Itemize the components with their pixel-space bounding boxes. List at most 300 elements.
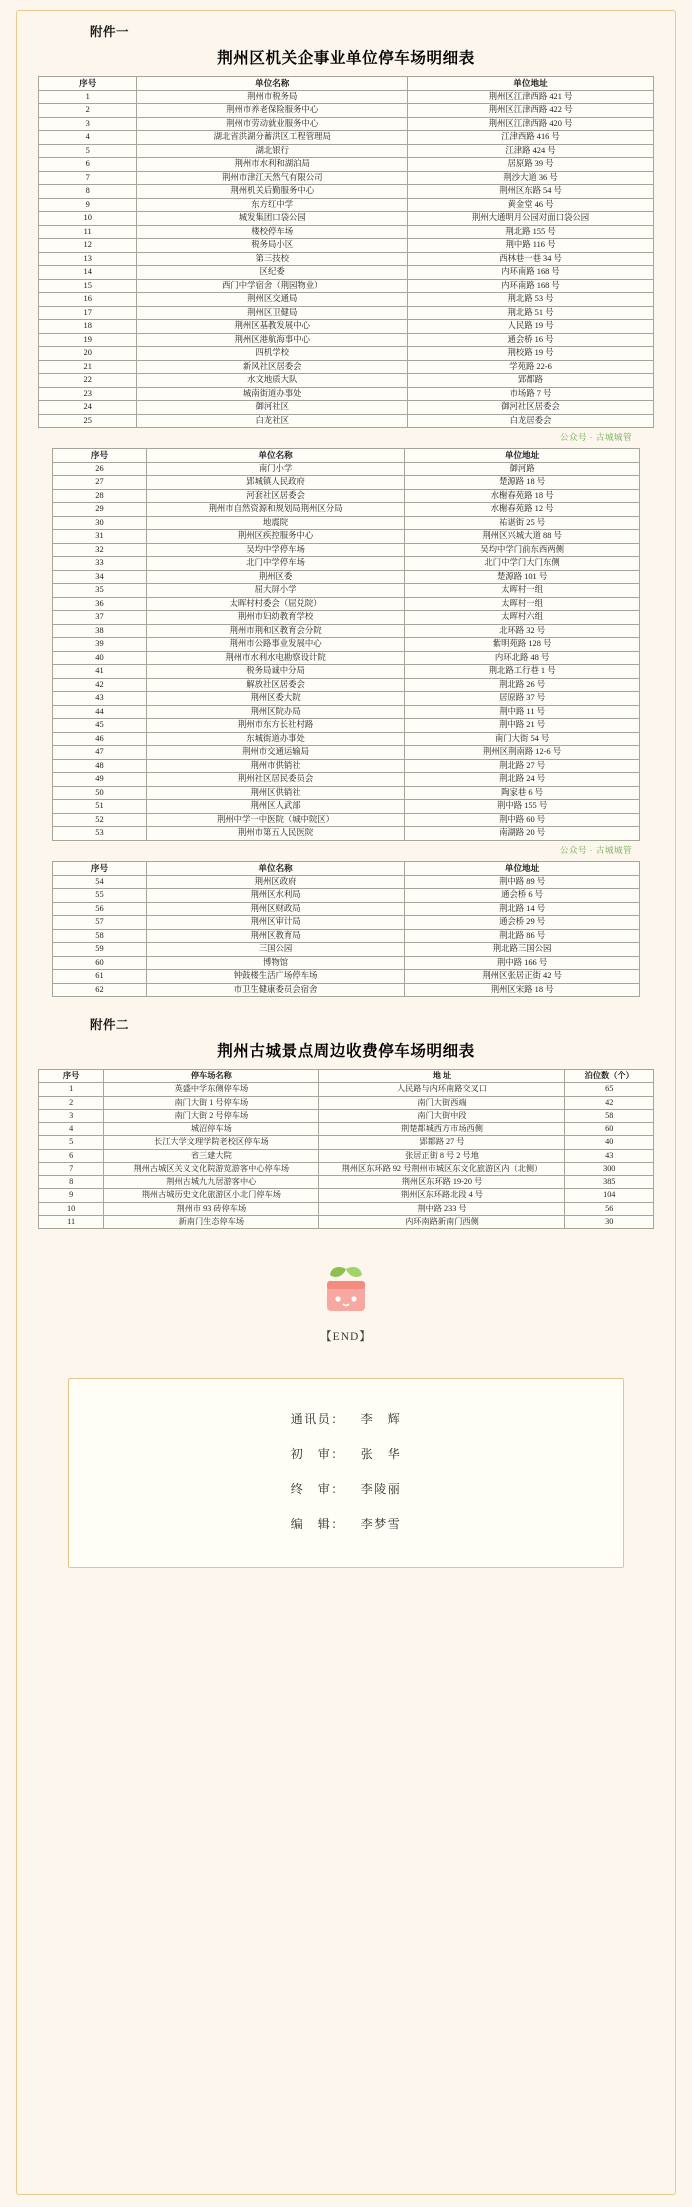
cell-unit-address: 陶家巷 6 号 (405, 786, 640, 800)
cell-index: 8 (39, 185, 137, 199)
cell-unit-name: 荆州区审计局 (146, 916, 404, 930)
attachment1-part3-body (53, 875, 640, 997)
cell-unit-address: 通会桥 29 号 (405, 916, 640, 930)
table-row (53, 773, 640, 787)
cell-spaces: 58 (565, 1109, 654, 1122)
cell-index: 10 (39, 1202, 104, 1215)
table-row (39, 1215, 654, 1228)
table-row (53, 462, 640, 476)
cell-index: 6 (39, 1149, 104, 1162)
table-row (53, 705, 640, 719)
cell-unit-name: 荆州市养老保险服务中心 (137, 104, 408, 118)
cell-unit-name: 西门中学宿舍（荆园物业） (137, 279, 408, 293)
table-row (39, 333, 654, 347)
cell-unit-address: 太晖村一组 (405, 597, 640, 611)
cell-unit-address: 荆州区江津西路 421 号 (408, 90, 654, 104)
table-row (53, 889, 640, 903)
table-row (39, 104, 654, 118)
attachment2-title: 荆州古城景点周边收费停车场明细表 (217, 1043, 475, 1061)
cell-unit-name: 荆州中学一中医院（城中院区） (146, 813, 404, 827)
cell-unit-address: 吴均中学门前东西两侧 (405, 543, 640, 557)
cell-address: 荆州区东环路 92 号荆州市城区东文化旅游区内（北侧） (319, 1162, 565, 1175)
cell-index: 49 (53, 773, 147, 787)
cell-unit-name: 荆州区教育局 (146, 929, 404, 943)
cell-index: 32 (53, 543, 147, 557)
cell-unit-address: 荆中路 166 号 (405, 956, 640, 970)
cell-index: 14 (39, 266, 137, 280)
cell-index: 61 (53, 970, 147, 984)
cell-index: 28 (53, 489, 147, 503)
cell-unit-address: 荆北路 86 号 (405, 929, 640, 943)
cell-unit-name: 荆州市东方长社村路 (146, 719, 404, 733)
attachment2-body (39, 1083, 654, 1229)
table-row (53, 530, 640, 544)
cell-index: 6 (39, 158, 137, 172)
table-row (39, 1149, 654, 1162)
cell-index: 37 (53, 611, 147, 625)
cell-index: 15 (39, 279, 137, 293)
table-row (53, 557, 640, 571)
credit-label: 编 辑： (290, 1517, 345, 1532)
table-row (39, 374, 654, 388)
credit-row (69, 1401, 623, 1436)
table-row (53, 827, 640, 841)
credit-row (69, 1506, 623, 1541)
table-row (53, 813, 640, 827)
cell-unit-address: 水榭春苑路 18 号 (405, 489, 640, 503)
cell-index: 48 (53, 759, 147, 773)
table-row (39, 158, 654, 172)
cell-index: 24 (39, 401, 137, 415)
cell-unit-address: 荆州区东路 54 号 (408, 185, 654, 199)
table-row (39, 1202, 654, 1215)
cell-index: 58 (53, 929, 147, 943)
cell-unit-address: 紫明苑路 128 号 (405, 638, 640, 652)
cell-index: 52 (53, 813, 147, 827)
table-row (53, 800, 640, 814)
cell-unit-address: 荆州区宋路 18 号 (405, 983, 640, 997)
cell-spaces: 43 (565, 1149, 654, 1162)
cell-unit-name: 水文地质大队 (137, 374, 408, 388)
cell-index: 51 (53, 800, 147, 814)
cell-unit-address: 荆州大通明月公园对面口袋公园 (408, 212, 654, 226)
attachment1-table-part1 (38, 76, 654, 428)
table-row (39, 144, 654, 158)
cell-unit-address: 荆北路 27 号 (405, 759, 640, 773)
cell-index: 25 (39, 414, 137, 428)
cell-unit-name: 荆州区财政局 (146, 902, 404, 916)
cell-index: 39 (53, 638, 147, 652)
cell-unit-address: 荆州区江津西路 422 号 (408, 104, 654, 118)
table-row (53, 624, 640, 638)
cell-unit-address: 南湖路 20 号 (405, 827, 640, 841)
table-row (39, 306, 654, 320)
cell-unit-name: 解放社区居委会 (146, 678, 404, 692)
cell-unit-address: 御河社区居委会 (408, 401, 654, 415)
attachment2-table-wrap (38, 1069, 654, 1229)
table-row (53, 956, 640, 970)
cell-index: 5 (39, 144, 137, 158)
cell-unit-address: 荆中路 21 号 (405, 719, 640, 733)
cell-index: 4 (39, 1123, 104, 1136)
plant-icon (323, 1263, 369, 1320)
cell-unit-address: 人民路 19 号 (408, 320, 654, 334)
cell-unit-name: 荆州区供销社 (146, 786, 404, 800)
end-block (38, 1229, 654, 1362)
table-header-row (53, 861, 640, 875)
cell-address: 南门大街中段 (319, 1109, 565, 1122)
cell-unit-name: 区纪委 (137, 266, 408, 280)
cell-unit-address: 太晖村一组 (405, 584, 640, 598)
table-row (53, 665, 640, 679)
attachment2-table (38, 1069, 654, 1229)
cell-unit-name: 城发集团口袋公园 (137, 212, 408, 226)
credit-label: 初 审： (290, 1447, 345, 1462)
cell-unit-name: 荆州机关后勤服务中心 (137, 185, 408, 199)
cell-address: 荆州区东环路北段 4 号 (319, 1189, 565, 1202)
cell-index: 9 (39, 1189, 104, 1202)
table-row (39, 225, 654, 239)
cell-address: 荆楚都城西方市场西侧 (319, 1123, 565, 1136)
cell-unit-name: 第三技校 (137, 252, 408, 266)
cell-unit-address: 荆中路 155 号 (405, 800, 640, 814)
cell-unit-name: 南门小学 (146, 462, 404, 476)
cell-index: 4 (39, 131, 137, 145)
cell-spaces: 65 (565, 1083, 654, 1096)
cell-index: 1 (39, 90, 137, 104)
cell-unit-name: 税务局诚中分局 (146, 665, 404, 679)
cell-unit-name: 博物馆 (146, 956, 404, 970)
table-row (39, 360, 654, 374)
table-row (53, 678, 640, 692)
cell-unit-address: 楚源路 18 号 (405, 476, 640, 490)
table-row (39, 1083, 654, 1096)
cell-address: 内环南路新南门西侧 (319, 1215, 565, 1228)
cell-unit-address: 御河路 (405, 462, 640, 476)
cell-unit-address: 江津西路 416 号 (408, 131, 654, 145)
cell-index: 38 (53, 624, 147, 638)
table-row (53, 692, 640, 706)
cell-unit-name: 荆州市荆和区教育会分院 (146, 624, 404, 638)
cell-spaces: 56 (565, 1202, 654, 1215)
cell-unit-address: 荆北路 155 号 (408, 225, 654, 239)
cell-unit-address: 郢都路 (408, 374, 654, 388)
cell-unit-name: 荆州区水利局 (146, 889, 404, 903)
table-row (39, 279, 654, 293)
watermark-text: 公众号 · 古城城管 (559, 844, 632, 855)
cell-lot-name: 南门大街 1 号停车场 (104, 1096, 319, 1109)
col-header-address: 地 址 (319, 1070, 565, 1083)
cell-index: 50 (53, 786, 147, 800)
cell-unit-name: 荆州区委 (146, 570, 404, 584)
cell-spaces: 385 (565, 1176, 654, 1189)
cell-unit-name: 郢城镇人民政府 (146, 476, 404, 490)
cell-unit-name: 河套社区居委会 (146, 489, 404, 503)
cell-unit-address: 学苑路 22-6 (408, 360, 654, 374)
cell-unit-address: 黄金堂 46 号 (408, 198, 654, 212)
cell-unit-address: 荆北路 26 号 (405, 678, 640, 692)
table-header-row (39, 1070, 654, 1083)
table-row (53, 516, 640, 530)
table-row (53, 732, 640, 746)
attachment1-table-part3-wrap (38, 861, 654, 997)
cell-spaces: 42 (565, 1096, 654, 1109)
cell-unit-name: 御河社区 (137, 401, 408, 415)
attachment1-table-part2-wrap (38, 448, 654, 841)
cell-unit-address: 北环路 32 号 (405, 624, 640, 638)
cell-unit-name: 荆州区院办局 (146, 705, 404, 719)
cell-index: 46 (53, 732, 147, 746)
cell-index: 53 (53, 827, 147, 841)
col-header-spaces: 泊位数（个） (565, 1070, 654, 1083)
cell-unit-name: 北门中学停车场 (146, 557, 404, 571)
cell-index: 11 (39, 225, 137, 239)
attachment1-table-part2 (52, 448, 640, 841)
cell-unit-name: 荆州市供销社 (146, 759, 404, 773)
cell-unit-name: 湖北银行 (137, 144, 408, 158)
attachment1-label: 附件一 (90, 25, 130, 39)
cell-unit-address: 荆中路 89 号 (405, 875, 640, 889)
cell-unit-address: 荆州区张居正街 42 号 (405, 970, 640, 984)
table-row (39, 212, 654, 226)
cell-index: 57 (53, 916, 147, 930)
cell-index: 1 (39, 1083, 104, 1096)
col-header-index: 序号 (39, 77, 137, 91)
cell-unit-name: 荆州市交通运输局 (146, 746, 404, 760)
cell-unit-name: 吴均中学停车场 (146, 543, 404, 557)
cell-index: 3 (39, 1109, 104, 1122)
cell-index: 43 (53, 692, 147, 706)
cell-lot-name: 荆州古城历史文化旅游区小北门停车场 (104, 1189, 319, 1202)
cell-unit-address: 通会桥 16 号 (408, 333, 654, 347)
cell-index: 62 (53, 983, 147, 997)
table-row (53, 943, 640, 957)
cell-unit-name: 东城街道办事处 (146, 732, 404, 746)
cell-unit-name: 荆州市税务局 (137, 90, 408, 104)
cell-unit-address: 荆北路工行巷 1 号 (405, 665, 640, 679)
col-header-index: 序号 (39, 1070, 104, 1083)
cell-lot-name: 城沼停车场 (104, 1123, 319, 1136)
cell-unit-name: 荆州市水利和湖泊局 (137, 158, 408, 172)
cell-index: 2 (39, 104, 137, 118)
cell-address: 张居正街 8 号 2 号地 (319, 1149, 565, 1162)
cell-index: 60 (53, 956, 147, 970)
col-header-index: 序号 (53, 449, 147, 463)
table-row (53, 651, 640, 665)
cell-address: 人民路与内环南路交叉口 (319, 1083, 565, 1096)
cell-unit-name: 荆州区基教发展中心 (137, 320, 408, 334)
attachment1-table-part1-wrap (38, 76, 654, 428)
cell-index: 23 (39, 387, 137, 401)
table-row (39, 131, 654, 145)
watermark-text: 公众号 · 古城城管 (559, 432, 632, 443)
cell-unit-name: 税务局小区 (137, 239, 408, 253)
table-row (53, 476, 640, 490)
cell-lot-name: 英盛中学东侧停车场 (104, 1083, 319, 1096)
cell-unit-name: 荆州区交通局 (137, 293, 408, 307)
cell-index: 2 (39, 1096, 104, 1109)
table-row (53, 570, 640, 584)
cell-index: 20 (39, 347, 137, 361)
cell-unit-address: 荆中路 11 号 (405, 705, 640, 719)
cell-unit-address: 水榭春苑路 12 号 (405, 503, 640, 517)
cell-lot-name: 省三建大院 (104, 1149, 319, 1162)
attachment2-label: 附件二 (90, 1018, 130, 1033)
cell-unit-address: 楚源路 101 号 (405, 570, 640, 584)
cell-spaces: 300 (565, 1162, 654, 1175)
cell-lot-name: 荆州古城九九居游客中心 (104, 1176, 319, 1189)
cell-index: 59 (53, 943, 147, 957)
watermark-1 (38, 428, 654, 448)
cell-unit-address: 内环南路 168 号 (408, 266, 654, 280)
cell-unit-address: 荆北路 51 号 (408, 306, 654, 320)
attachment1-table-part3 (52, 861, 640, 997)
cell-unit-name: 荆州社区居民委员会 (146, 773, 404, 787)
credit-value: 李梦雪 (360, 1517, 402, 1532)
cell-index: 11 (39, 1215, 104, 1228)
table-header-row (39, 77, 654, 91)
cell-address: 南门大街西端 (319, 1096, 565, 1109)
credit-row (69, 1471, 623, 1506)
cell-index: 19 (39, 333, 137, 347)
cell-unit-address: 居原路 37 号 (405, 692, 640, 706)
table-row (53, 902, 640, 916)
table-row (53, 916, 640, 930)
cell-index: 33 (53, 557, 147, 571)
cell-address: 荆州区东环路 19-20 号 (319, 1176, 565, 1189)
attachment1-title: 荆州区机关企事业单位停车场明细表 (217, 50, 475, 67)
cell-unit-name: 城南街道办事处 (137, 387, 408, 401)
cell-unit-name: 荆州区人武部 (146, 800, 404, 814)
table-row (53, 611, 640, 625)
cell-unit-name: 屈大屏小学 (146, 584, 404, 598)
cell-address: 荆中路 233 号 (319, 1202, 565, 1215)
cell-unit-address: 荆州区荆南路 12-6 号 (405, 746, 640, 760)
col-header-unit-name: 单位名称 (146, 861, 404, 875)
cell-unit-name: 楼校停车场 (137, 225, 408, 239)
table-row (39, 185, 654, 199)
table-row (53, 983, 640, 997)
credit-label: 终 审： (290, 1482, 345, 1497)
credit-label: 通讯员： (290, 1412, 345, 1427)
cell-unit-address: 荆中路 116 号 (408, 239, 654, 253)
cell-unit-name: 东方红中学 (137, 198, 408, 212)
cell-index: 7 (39, 1162, 104, 1175)
cell-unit-name: 钟鼓楼生活广场停车场 (146, 970, 404, 984)
table-row (39, 239, 654, 253)
col-header-unit-name: 单位名称 (137, 77, 408, 91)
col-header-unit-address: 单位地址 (408, 77, 654, 91)
table-row (39, 1162, 654, 1175)
cell-unit-address: 荆州区兴城大道 88 号 (405, 530, 640, 544)
cell-lot-name: 荆州古城区关义文化院游览游客中心停车场 (104, 1162, 319, 1175)
table-row (39, 293, 654, 307)
credits-box (68, 1378, 624, 1568)
cell-unit-address: 西林巷一巷 34 号 (408, 252, 654, 266)
cell-unit-name: 四机学校 (137, 347, 408, 361)
cell-index: 8 (39, 1176, 104, 1189)
cell-unit-name: 荆州区委大院 (146, 692, 404, 706)
cell-index: 41 (53, 665, 147, 679)
watermark-2 (38, 841, 654, 861)
attachment1-part2-body (53, 462, 640, 840)
col-header-unit-address: 单位地址 (405, 449, 640, 463)
credit-row (69, 1436, 623, 1471)
cell-index: 13 (39, 252, 137, 266)
cell-index: 7 (39, 171, 137, 185)
cell-index: 56 (53, 902, 147, 916)
cell-unit-name: 荆州市津江天然气有限公司 (137, 171, 408, 185)
cell-unit-name: 市卫生健康委员会宿舍 (146, 983, 404, 997)
credit-value: 李 辉 (360, 1412, 402, 1427)
col-header-unit-name: 单位名称 (146, 449, 404, 463)
table-row (39, 1123, 654, 1136)
cell-index: 35 (53, 584, 147, 598)
table-row (53, 503, 640, 517)
cell-unit-address: 太晖村六组 (405, 611, 640, 625)
cell-index: 17 (39, 306, 137, 320)
cell-unit-address: 荆北路 14 号 (405, 902, 640, 916)
cell-lot-name: 南门大街 2 号停车场 (104, 1109, 319, 1122)
table-row (53, 719, 640, 733)
cell-index: 34 (53, 570, 147, 584)
col-header-lot-name: 停车场名称 (104, 1070, 319, 1083)
cell-unit-name: 白龙社区 (137, 414, 408, 428)
cell-lot-name: 长江大学文理学院老校区停车场 (104, 1136, 319, 1149)
table-row (53, 759, 640, 773)
table-row (39, 171, 654, 185)
cell-unit-address: 荆北路 24 号 (405, 773, 640, 787)
col-header-unit-address: 单位地址 (405, 861, 640, 875)
cell-index: 3 (39, 117, 137, 131)
cell-unit-name: 地震院 (146, 516, 404, 530)
table-row (39, 414, 654, 428)
cell-index: 31 (53, 530, 147, 544)
cell-index: 22 (39, 374, 137, 388)
cell-index: 54 (53, 875, 147, 889)
cell-lot-name: 荆州市 93 砖停车场 (104, 1202, 319, 1215)
cell-index: 16 (39, 293, 137, 307)
table-row (53, 638, 640, 652)
cell-unit-name: 太晖村村委会（屈兑院） (146, 597, 404, 611)
cell-index: 12 (39, 239, 137, 253)
cell-index: 44 (53, 705, 147, 719)
cell-unit-name: 荆州市第五人民医院 (146, 827, 404, 841)
cell-unit-address: 荆州区江津西路 420 号 (408, 117, 654, 131)
cell-index: 55 (53, 889, 147, 903)
cell-address: 郢都路 27 号 (319, 1136, 565, 1149)
cell-spaces: 104 (565, 1189, 654, 1202)
table-row (53, 584, 640, 598)
table-row (39, 117, 654, 131)
cell-unit-address: 祐谌街 25 号 (405, 516, 640, 530)
attachment1-part1-body (39, 90, 654, 428)
table-row (39, 320, 654, 334)
table-row (39, 1176, 654, 1189)
cell-unit-name: 荆州市自然资源和规划局荆州区分局 (146, 503, 404, 517)
table-row (39, 1096, 654, 1109)
cell-unit-address: 内环南路 168 号 (408, 279, 654, 293)
cell-unit-name: 新风社区居委会 (137, 360, 408, 374)
cell-unit-address: 荆沙大道 36 号 (408, 171, 654, 185)
cell-unit-address: 通会桥 6 号 (405, 889, 640, 903)
table-row (39, 1136, 654, 1149)
cell-unit-address: 荆北路三国公园 (405, 943, 640, 957)
cell-index: 40 (53, 651, 147, 665)
table-row (53, 746, 640, 760)
cell-index: 47 (53, 746, 147, 760)
cell-index: 36 (53, 597, 147, 611)
